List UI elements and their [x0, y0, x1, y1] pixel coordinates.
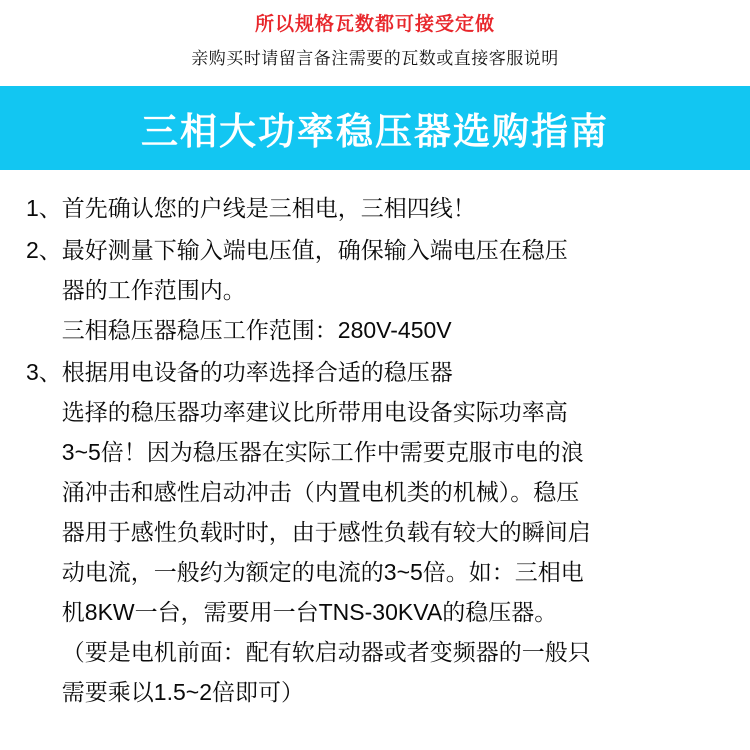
list-item-line: 机8KW一台，需要用一台TNS-30KVA的稳压器。 [61, 599, 558, 625]
list-item-number: 2、 [26, 237, 62, 263]
list-item-line: 动电流，一般约为额定的电流的3~5倍。如：三相电 [61, 559, 584, 585]
notice-headline: 所以规格瓦数都可接受定做 [254, 14, 495, 35]
banner [0, 86, 750, 170]
list-item-body [62, 230, 724, 350]
list-item-line: 3~5倍！因为稳压器在实际工作中需要克服市电的浪 [61, 439, 584, 465]
list-item [26, 230, 724, 350]
list-item-number: 3、 [26, 359, 62, 385]
top-notice [0, 0, 750, 72]
list-item [26, 352, 724, 712]
list-item-line: 选择的稳压器功率建议比所带用电设备实际功率高 [61, 399, 568, 425]
banner-title: 三相大功率稳压器选购指南 [141, 111, 609, 152]
list-item-body [62, 188, 724, 228]
list-item-body [62, 352, 724, 712]
guide-content [0, 170, 750, 750]
list-item-line: 首先确认您的户线是三相电，三相四线！ [61, 195, 476, 221]
list-item-line: 器的工作范围内。 [61, 277, 246, 303]
notice-subline: 亲购买时请留言备注需要的瓦数或直接客服说明 [191, 49, 559, 68]
list-item-line: 涌冲击和感性启动冲击（内置电机类的机械）。稳压 [61, 479, 580, 505]
list-item-line: 器用于感性负载时时，由于感性负载有较大的瞬间启 [61, 519, 591, 545]
list-item-line: 需要乘以1.5~2倍即可） [61, 679, 304, 705]
list-item-line: （要是电机前面：配有软启动器或者变频器的一般只 [61, 639, 591, 665]
list-item-line: 根据用电设备的功率选择合适的稳压器 [61, 359, 453, 385]
list-item-line: 最好测量下输入端电压值，确保输入端电压在稳压 [61, 237, 568, 263]
list-item-number: 1、 [26, 195, 62, 221]
list-item [26, 188, 724, 228]
list-item-line: 三相稳压器稳压工作范围：280V-450V [61, 317, 452, 343]
